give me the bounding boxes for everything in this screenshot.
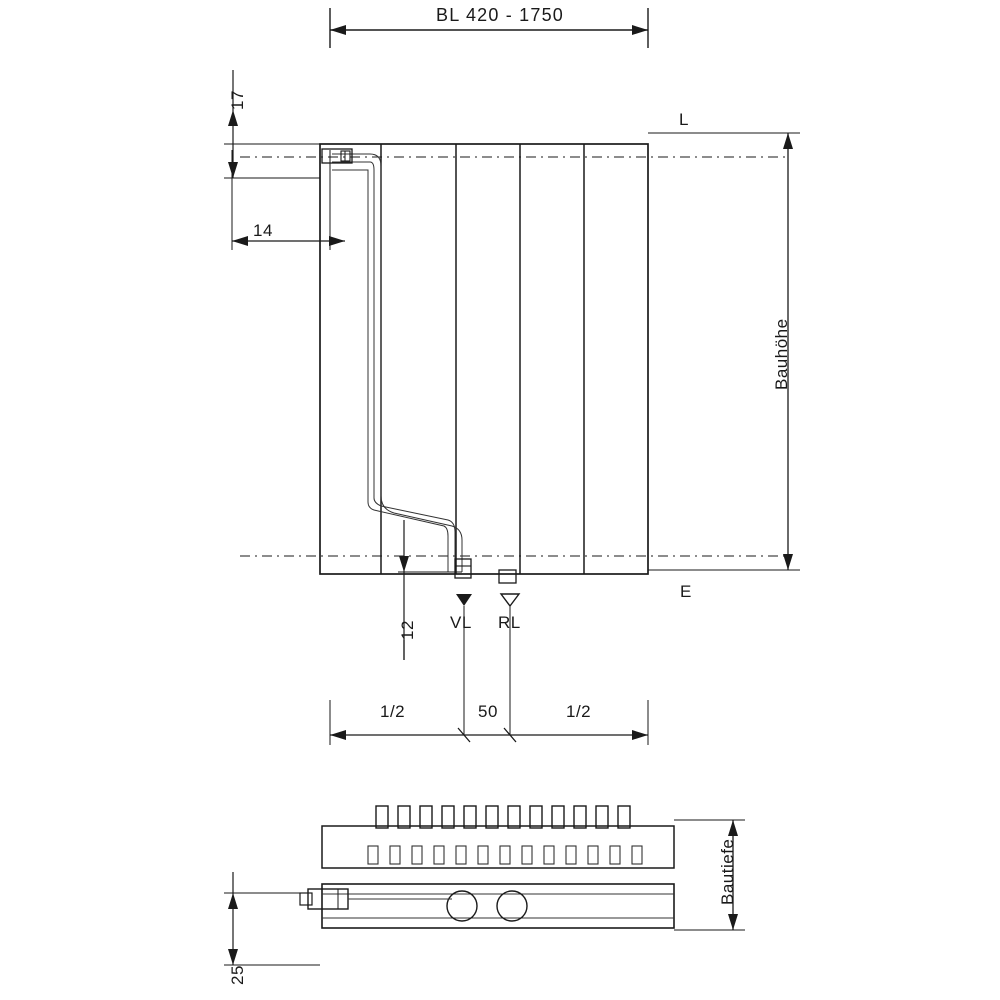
return-label: RL <box>498 613 521 632</box>
flow-marker <box>456 594 472 606</box>
dimension-17 <box>224 70 320 178</box>
dimension-14 <box>232 150 345 250</box>
half-right-label: 1/2 <box>566 702 592 721</box>
connection-spacing-label: 50 <box>478 702 498 721</box>
dimension-17-label: 17 <box>228 90 247 110</box>
dimension-12-label: 12 <box>398 620 417 640</box>
reference-lines <box>240 157 790 556</box>
height-label: Bauhöhe <box>772 318 791 390</box>
internal-pipe-routing <box>332 154 462 572</box>
bottom-connectors <box>455 559 516 583</box>
half-left-label: 1/2 <box>380 702 406 721</box>
radiator-section-view <box>300 806 674 928</box>
depth-label: Bautiefe <box>718 838 737 905</box>
dimension-25 <box>224 872 320 965</box>
dimension-25-label: 25 <box>228 965 247 985</box>
top-width-label: BL 420 - 1750 <box>436 5 565 25</box>
return-marker <box>501 594 519 606</box>
radiator-front-body <box>320 144 648 574</box>
flow-label: VL <box>450 613 472 632</box>
line-label-e: E <box>680 582 692 601</box>
top-left-valve-block <box>322 149 352 163</box>
line-label-l: L <box>679 110 689 129</box>
dimension-14-label: 14 <box>253 221 273 240</box>
